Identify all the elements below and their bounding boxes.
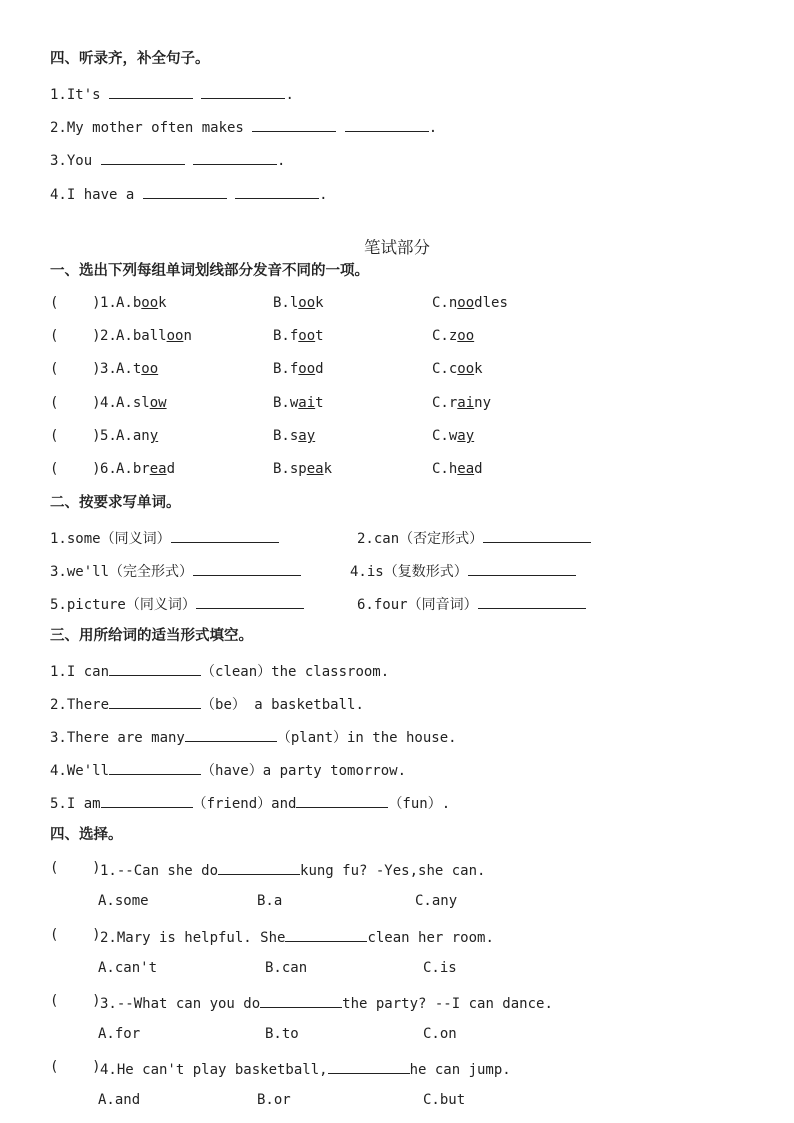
question-pre: 4.He can't play basketball, [100, 1062, 328, 1078]
underlined-letters: oo [141, 361, 159, 377]
item-text: （plant）in the house. [276, 730, 457, 746]
word-part: C.w [432, 428, 458, 444]
underlined-letters: oo [298, 328, 316, 344]
listening-item [50, 150, 285, 170]
choice-option[interactable]: C.is [423, 960, 457, 976]
option-c [432, 428, 474, 444]
item-text: 2.My mother often makes [50, 120, 253, 136]
item-text: 2.There [50, 697, 110, 713]
item-text: 1.It's [50, 87, 110, 103]
underlined-letters: ea [149, 461, 167, 477]
underlined-letters: ay [298, 428, 316, 444]
item-end: . [277, 153, 286, 169]
word-part: d [474, 461, 483, 477]
question-text [100, 860, 485, 879]
choice-option[interactable]: A.and [98, 1092, 141, 1108]
option-c [432, 295, 508, 311]
word-part: B.sp [273, 461, 307, 477]
answer-paren[interactable]: ( ) [50, 927, 101, 943]
question-post: he can jump. [409, 1062, 511, 1078]
answer-blank[interactable] [193, 561, 301, 576]
answer-blank[interactable] [296, 793, 388, 808]
answer-blank[interactable] [143, 184, 227, 199]
item-text: （have）a party tomorrow. [201, 763, 407, 779]
option-a [116, 461, 175, 477]
question-post: kung fu? -Yes,she can. [300, 863, 486, 879]
option-c [432, 361, 483, 377]
section3-heading: 三、用所给词的适当形式填空。 [50, 628, 253, 644]
underlined-letters: oo [457, 295, 475, 311]
question-number: 4. [100, 395, 117, 411]
answer-blank[interactable] [185, 727, 277, 742]
choice-option[interactable]: B.to [265, 1026, 299, 1042]
question-text [100, 1059, 511, 1078]
item-end: . [428, 120, 438, 136]
fill-item [50, 793, 450, 813]
answer-blank[interactable] [252, 117, 336, 132]
fill-item [50, 661, 389, 681]
word-part: B.l [273, 295, 299, 311]
word-task [50, 594, 304, 614]
question-pre: 2.Mary is helpful. She [100, 930, 286, 946]
option-b [273, 395, 324, 411]
word-part: C.h [432, 461, 458, 477]
section2-heading: 二、按要求写单词。 [50, 495, 181, 511]
item-text: 1.I can [50, 664, 110, 680]
task-text: 2.can（否定形式） [357, 531, 484, 547]
underlined-letters: oo [457, 328, 475, 344]
answer-blank[interactable] [328, 1059, 410, 1074]
item-text: 3.You [50, 153, 101, 169]
question-pre: 3.--What can you do [100, 996, 261, 1012]
answer-blank[interactable] [101, 150, 185, 165]
answer-blank[interactable] [285, 927, 367, 942]
answer-blank[interactable] [109, 84, 193, 99]
option-b [273, 295, 324, 311]
word-task [50, 561, 301, 581]
question-number: 1. [100, 295, 117, 311]
option-b [273, 461, 332, 477]
task-text: 6.four（同音词） [357, 597, 478, 613]
word-part: k [474, 361, 483, 377]
choice-option[interactable]: B.can [265, 960, 308, 976]
word-part: B.f [273, 361, 299, 377]
task-text: 1.some（同义词） [50, 531, 171, 547]
question-post: clean her room. [367, 930, 494, 946]
question-text [100, 993, 553, 1012]
task-text: 3.we'll（完全形式） [50, 564, 194, 580]
underlined-letters: ow [149, 395, 167, 411]
item-text: 3.There are many [50, 730, 185, 746]
word-part: k [315, 295, 324, 311]
word-part: C.c [432, 361, 458, 377]
item-text: 4.We'll [50, 763, 110, 779]
answer-blank[interactable] [193, 150, 277, 165]
answer-paren[interactable]: ( ) [50, 295, 101, 311]
word-part: t [315, 395, 324, 411]
word-part: k [158, 295, 167, 311]
word-task [357, 528, 591, 548]
option-c [432, 395, 491, 411]
answer-blank[interactable] [171, 528, 279, 543]
underlined-letters: oo [457, 361, 475, 377]
option-a [116, 395, 167, 411]
choice-option[interactable]: C.but [423, 1092, 466, 1108]
question-number: 3. [100, 361, 117, 377]
word-part: C.r [432, 395, 458, 411]
answer-blank[interactable] [201, 84, 285, 99]
question-number: 2. [100, 328, 117, 344]
item-end: . [285, 87, 294, 103]
underlined-letters: ai [298, 395, 316, 411]
word-task [357, 594, 586, 614]
underlined-letters: oo [298, 295, 316, 311]
answer-blank[interactable] [218, 860, 300, 875]
question-pre: 1.--Can she do [100, 863, 219, 879]
item-text: （be） a basketball. [201, 697, 364, 713]
item-text: （friend）and [192, 796, 297, 812]
word-part: t [315, 328, 324, 344]
listening-heading: 四、听录齐，补全句子。 [50, 51, 210, 67]
word-part: B.w [273, 395, 299, 411]
section4-heading: 四、选择。 [50, 827, 123, 843]
underlined-letters: ea [306, 461, 324, 477]
answer-blank[interactable] [478, 594, 586, 609]
item-text: （clean）the classroom. [201, 664, 390, 680]
underlined-letters: ai [457, 395, 475, 411]
choice-option[interactable]: A.some [98, 893, 149, 909]
task-text: 5.picture（同义词） [50, 597, 196, 613]
task-text: 4.is（复数形式） [350, 564, 468, 580]
word-part: n [183, 328, 192, 344]
word-part: d [166, 461, 176, 477]
listening-item [50, 117, 437, 137]
listening-item [50, 84, 294, 104]
option-a [116, 295, 167, 311]
question-post: the party? --I can dance. [342, 996, 553, 1012]
underlined-letters: oo [166, 328, 184, 344]
answer-paren[interactable]: ( ) [50, 860, 101, 876]
answer-blank[interactable] [109, 760, 201, 775]
word-part: A.ball [116, 328, 167, 344]
answer-paren[interactable]: ( ) [50, 395, 101, 411]
choice-option[interactable]: A.can't [98, 960, 158, 976]
word-part: B.s [273, 428, 299, 444]
answer-blank[interactable] [468, 561, 576, 576]
word-part: A.b [116, 295, 142, 311]
item-end: . [319, 187, 328, 203]
word-part: k [323, 461, 333, 477]
section1-heading: 一、选出下列每组单词划线部分发音不同的一项。 [50, 263, 369, 279]
word-part: C.n [432, 295, 458, 311]
item-text: （fun）. [388, 796, 451, 812]
question-number: 5. [100, 428, 117, 444]
answer-blank[interactable] [260, 993, 342, 1008]
word-part: ny [474, 395, 492, 411]
word-task [50, 528, 279, 548]
word-part: A.an [116, 428, 150, 444]
answer-blank[interactable] [196, 594, 304, 609]
word-part: A.sl [116, 395, 150, 411]
word-part: B.f [273, 328, 299, 344]
listening-item [50, 184, 328, 204]
item-text: 5.I am [50, 796, 101, 812]
answer-paren[interactable]: ( ) [50, 428, 101, 444]
choice-option[interactable]: C.on [423, 1026, 457, 1042]
option-a [116, 328, 192, 344]
answer-blank[interactable] [109, 661, 201, 676]
answer-blank[interactable] [101, 793, 193, 808]
question-number: 6. [100, 461, 117, 477]
word-part: dles [474, 295, 508, 311]
choice-option[interactable]: C.any [415, 893, 458, 909]
answer-paren[interactable]: ( ) [50, 328, 101, 344]
answer-paren[interactable]: ( ) [50, 1059, 101, 1075]
answer-blank[interactable] [235, 184, 319, 199]
fill-item [50, 727, 457, 747]
choice-option[interactable]: A.for [98, 1026, 141, 1042]
fill-item [50, 760, 406, 780]
option-b [273, 361, 324, 377]
answer-blank[interactable] [345, 117, 429, 132]
option-a [116, 428, 158, 444]
question-text [100, 927, 494, 946]
answer-blank[interactable] [109, 694, 201, 709]
choice-option[interactable]: B.or [257, 1092, 291, 1108]
answer-paren[interactable]: ( ) [50, 361, 101, 377]
underlined-letters: y [149, 428, 159, 444]
answer-paren[interactable]: ( ) [50, 461, 101, 477]
word-part: C.z [432, 328, 458, 344]
word-task [350, 561, 576, 581]
written-part-title: 笔试部分 [364, 238, 430, 257]
word-part: d [315, 361, 324, 377]
fill-item [50, 694, 364, 714]
underlined-letters: oo [298, 361, 316, 377]
choice-option[interactable]: B.a [257, 893, 283, 909]
item-text: 4.I have a [50, 187, 143, 203]
underlined-letters: oo [141, 295, 159, 311]
underlined-letters: ea [457, 461, 475, 477]
answer-paren[interactable]: ( ) [50, 993, 101, 1009]
word-part: A.t [116, 361, 142, 377]
option-b [273, 428, 315, 444]
option-a [116, 361, 158, 377]
word-part: A.br [116, 461, 150, 477]
option-c [432, 328, 474, 344]
option-c [432, 461, 483, 477]
option-b [273, 328, 324, 344]
answer-blank[interactable] [483, 528, 591, 543]
underlined-letters: ay [457, 428, 475, 444]
